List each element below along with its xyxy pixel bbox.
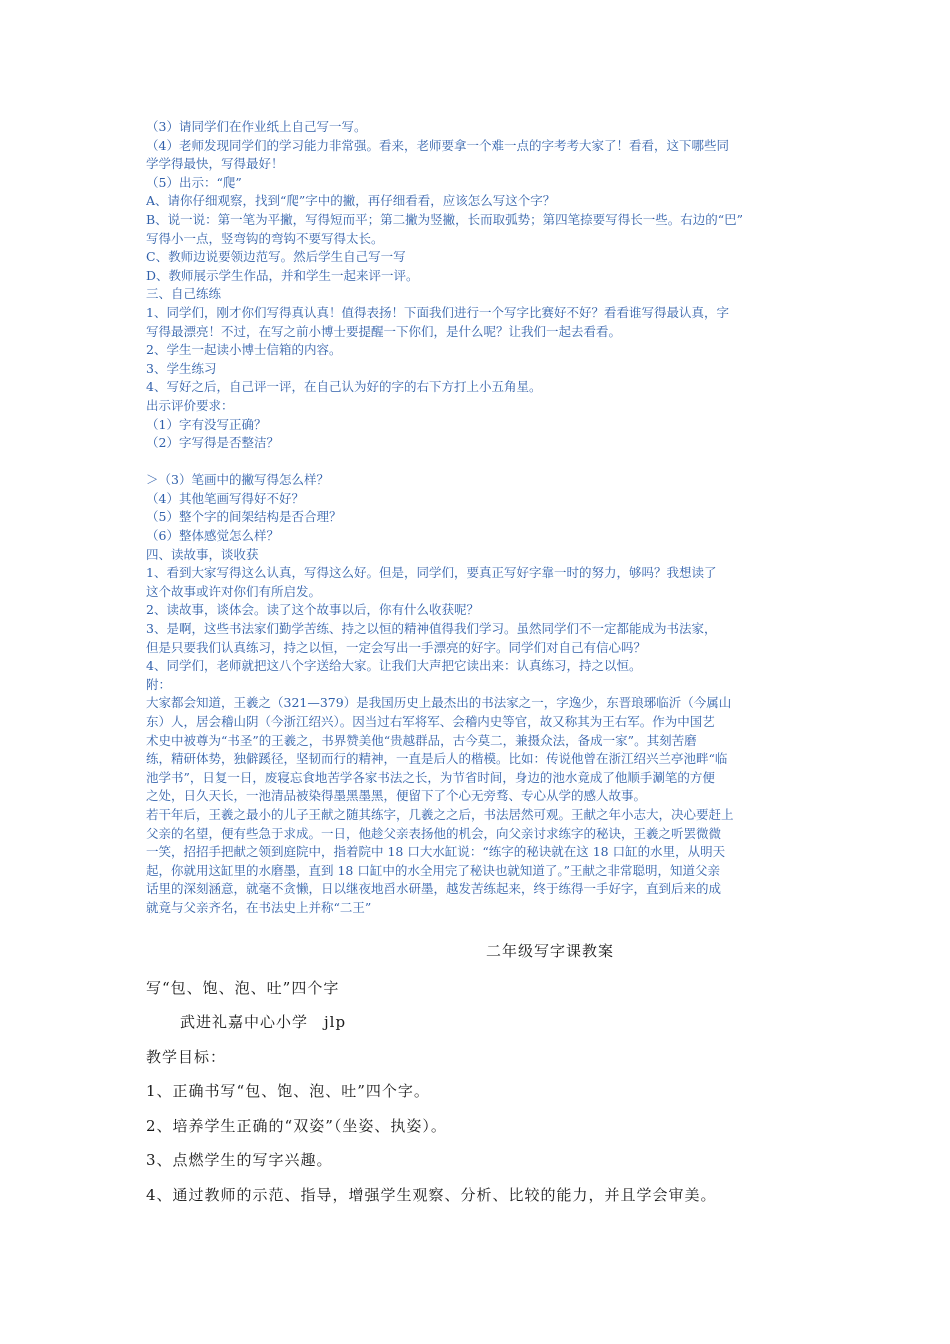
text-line: （4）老师发现同学们的学习能力非常强。看来，老师要拿一个难一点的字考考大家了！看看，这下哪些同: [146, 137, 729, 153]
text-line: 出示评价要求：: [146, 397, 234, 413]
text-line: （2）字写得是否整洁？: [146, 435, 279, 451]
text-line: 附：: [146, 676, 172, 692]
text-line: 若干年后，王羲之最小的儿子王献之随其练字，几羲之之后，书法居然可观。王献之年小志大，决心要赶上: [146, 806, 734, 822]
text-line: （1）字有没写正确？: [146, 416, 267, 432]
text-line: （4）其他笔画写得好不好？: [146, 490, 304, 506]
text-line: 之处，日久天长，一池清品被染得墨黑墨黑，便留下了个心无旁骛、专心从学的感人故事。: [146, 788, 647, 804]
text-line: ＞（3）笔画中的撇写得怎么样？: [146, 472, 329, 488]
text-line: B、说一说：第一笔为平撇，写得短而平；第二撇为竖撇，长而取弧势；第四笔捺要写得长一些。右边的“巴”: [146, 211, 743, 227]
goal-item: 3、点燃学生的写字兴趣。: [146, 1151, 333, 1169]
goal-item: 4、通过教师的示范、指导，增强学生观察、分析、比较的能力，并且学会审美。: [146, 1186, 717, 1204]
text-line: 起，你就用这缸里的水磨墨，直到 18 口缸中的水全用完了秘诀也就知道了。”王献之非常聪明，知道父亲: [146, 862, 720, 878]
school-name: 武进礼嘉中心小学 jlp: [180, 1013, 347, 1031]
text-line: 4、写好之后，自己评一评，在自己认为好的字的右下方打上小五角星。: [146, 379, 542, 395]
goals-heading: 教学目标：: [146, 1048, 227, 1066]
text-line: A、请你仔细观察，找到“爬”字中的撇，再仔细看看，应该怎么写这个字？: [146, 193, 556, 209]
text-line: 1、同学们，刚才你们写得真认真！值得表扬！下面我们进行一个写字比赛好不好？看看谁写得最认真，字: [146, 304, 729, 320]
text-line: 东）人，居会稽山阴（今浙江绍兴）。因当过右军将军、会稽内史等官，故又称其为王右军。作为中国艺: [146, 714, 715, 729]
text-line: 2、读故事，谈体会。读了这个故事以后，你有什么收获呢？: [146, 602, 479, 618]
text-line: C、教师边说要领边范写。然后学生自己写一写: [146, 249, 406, 265]
goal-item: 2、培养学生正确的“双姿”（坐姿、执姿）。: [146, 1117, 447, 1135]
text-line: 话里的深刻涵意，就毫不贪懒，日以继夜地舀水研墨，越发苦练起来，终于练得一手好字，直到后来的成: [146, 881, 722, 897]
text-line: 4、同学们，老师就把这八个字送给大家。让我们大声把它读出来：认真练习，持之以恒。: [146, 658, 642, 674]
text-line: 1、看到大家写得这么认真，写得这么好。但是，同学们，要真正写好字靠一时的努力，够吗？我想读了: [146, 565, 717, 581]
text-line: 大家都会知道，王羲之（321—379）是我国历史上最杰出的书法家之一，字逸少，东晋琅琊临沂（今属山: [146, 695, 732, 711]
text-line: 一笑，招招手把献之领到庭院中，指着院中 18 口大水缸说：“练字的秘诀就在这 18 口缸的水里，从明天: [146, 844, 726, 860]
text-line: 3、是啊，这些书法家们勤学苦练、持之以恒的精神值得我们学习。虽然同学们不一定都能成为书法家，: [146, 621, 717, 637]
text-line: （3）请同学们在作业纸上自己写一写。: [146, 119, 367, 134]
text-line: D、教师展示学生作品，并和学生一起来评一评。: [146, 267, 419, 283]
lesson-subject: 写“包、饱、泡、吐”四个字: [146, 979, 340, 997]
lesson-body-blue: [146, 118, 810, 918]
text-line: 这个故事或许对你们有所启发。: [146, 583, 322, 599]
text-line: （5）整个字的间架结构是否合理？: [146, 509, 342, 525]
text-line: 池学书”，日复一日，废寝忘食地苦学各家书法之长，为节省时间，身边的池水竟成了他顺手涮笔的方便: [146, 769, 715, 785]
text-line: 3、学生练习: [146, 360, 217, 376]
text-line: 写得最漂亮！不过，在写之前小博士要提醒一下你们，是什么呢？让我们一起去看看。: [146, 323, 622, 339]
text-line: 学学得最快，写得最好！: [146, 156, 284, 172]
text-line: （5）出示：“爬”: [146, 174, 242, 190]
blank-line: [146, 453, 810, 472]
text-line: 写得小一点，竖弯钩的弯钩不要写得太长。: [146, 230, 384, 246]
text-line: 四、读故事，谈收获: [146, 546, 259, 562]
text-line: 三、自己练练: [146, 286, 222, 302]
goal-item: 1、正确书写“包、饱、泡、吐”四个字。: [146, 1082, 430, 1100]
text-line: （6）整体感觉怎么样？: [146, 528, 279, 544]
text-line: 就竟与父亲齐名，在书法史上并称“二王”: [146, 899, 372, 915]
lesson-title: 二年级写字课教案: [486, 942, 615, 960]
text-line: 术史中被尊为“书圣”的王羲之，书界赞美他“贵越群品，古今莫二，兼摄众法，备成一家”。其刻苦磨: [146, 732, 697, 748]
text-line: 但是只要我们认真练习，持之以恒，一定会写出一手漂亮的好字。同学们对自己有信心吗？: [146, 639, 647, 655]
text-line: 2、学生一起读小博士信箱的内容。: [146, 342, 342, 358]
text-line: 父亲的名望，便有些急于求成。一日，他趁父亲表扬他的机会，向父亲讨求练字的秘诀，王羲之听罢微微: [146, 825, 722, 841]
text-line: 练，精研体势，独僻蹊径，坚韧而行的精神，一直是后人的楷模。比如：传说他曾在浙江绍兴兰亭池畔“临: [146, 751, 728, 767]
